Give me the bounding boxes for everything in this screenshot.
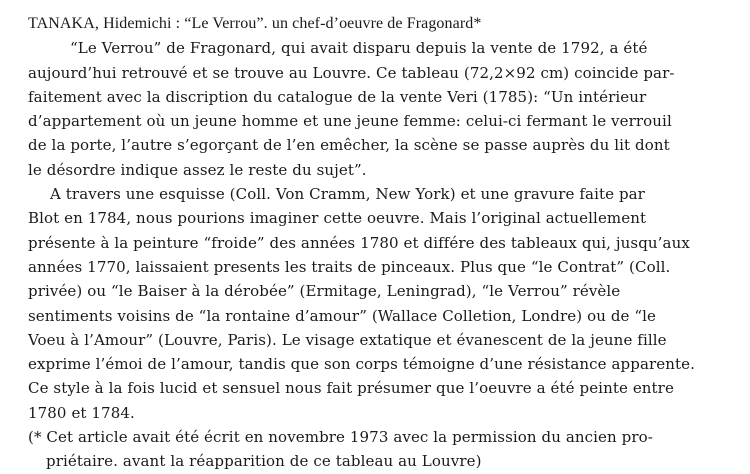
paragraph-2-line-4: années 1770, laissaient presents les traits de pinceaux. Plus que “le Contrat” (Coll. [28, 257, 671, 276]
paragraph-2-line-7: Voeu à l’Amour” (Louvre, Paris). Le visage extatique et évanescent de la jeune fille [28, 330, 667, 349]
paragraph-2-line-8: exprime l’émoi de l’amour, tandis que son corps témoigne d’une résistance apparente. [28, 355, 695, 374]
paragraph-2-line-1: A travers une esquisse (Coll. Von Cramm, New York) et une gravure faite par [50, 185, 645, 204]
paragraph-1-line-4: d’appartement où un jeune homme et une jeune femme: celui-ci fermant le verrouil [28, 112, 672, 131]
paragraph-2 [28, 182, 730, 425]
paragraph-1-line-1: “Le Verrou” de Fragonard, qui avait disparu depuis la vente de 1792, a été [70, 39, 648, 58]
footnote-line-2: priétaire. avant la réapparition de ce tableau au Louvre) [46, 452, 482, 471]
article-title: TANAKA, Hidemichi : “Le Verrou”. un chef-d’oeuvre de Fragonard* [28, 15, 482, 32]
paragraph-1-line-3: faitement avec la discription du catalogue de la vente Veri (1785): “Un intérieur [28, 87, 647, 106]
paragraph-2-line-5: privée) ou “le Baiser à la dérobée” (Ermitage, Leningrad), “le Verrou” révèle [28, 282, 621, 301]
paragraph-1-line-2: aujourd’hui retrouvé et se trouve au Louvre. Ce tableau (72,2×92 cm) coincide par- [28, 63, 675, 82]
footnote [28, 425, 730, 474]
paragraph-2-line-6: sentiments voisins de “la rontaine d’amour” (Wallace Colletion, Londre) ou de “le [28, 306, 657, 325]
paragraph-2-line-10: 1780 et 1784. [28, 403, 135, 422]
paragraph-1 [28, 36, 730, 182]
paragraph-2-line-9: Ce style à la fois lucid et sensuel nous fait présumer que l’oeuvre a été peinte entre [28, 379, 674, 398]
paragraph-1-line-5: de la porte, l’autre s’egorçant de l’en emêcher, la scène se passe auprès du lit dont [28, 136, 670, 155]
paragraph-2-line-2: Blot en 1784, nous pourions imaginer cette oeuvre. Mais l’original actuellement [28, 209, 647, 228]
footnote-line-1: (* Cet article avait été écrit en novembre 1973 avec la permission du ancien pro- [28, 428, 653, 447]
paragraph-1-line-6: le désordre indique assez le reste du sujet”. [28, 160, 367, 179]
paragraph-2-line-3: présente à la peinture “froide” des années 1780 et différe des tableaux qui, jusqu’aux [28, 233, 690, 252]
